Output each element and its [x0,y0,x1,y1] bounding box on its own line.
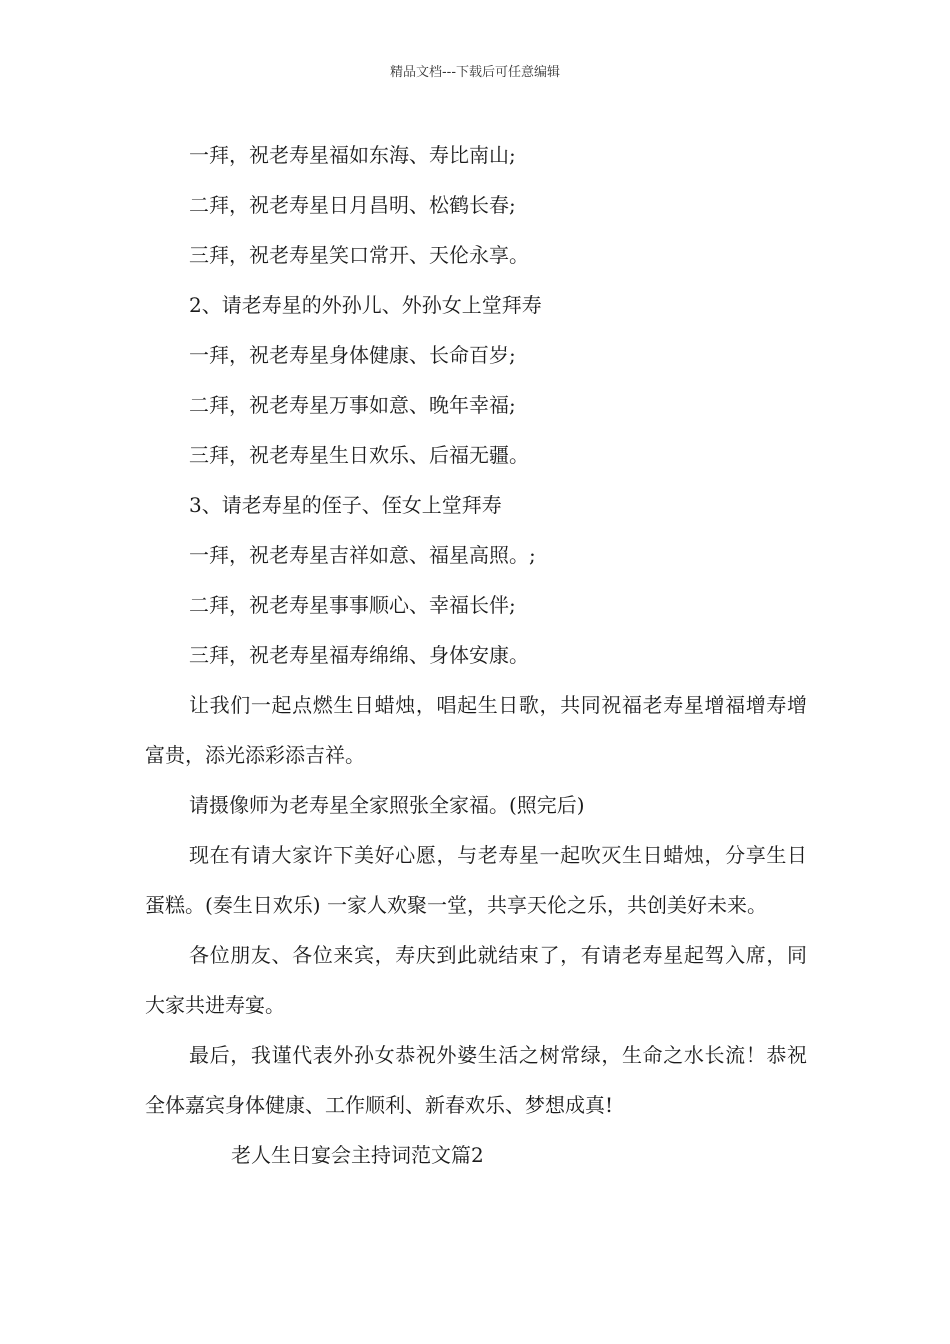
paragraph: 各位朋友、各位来宾，寿庆到此就结束了，有请老寿星起驾入席，同大家共进寿宴。 [145,943,807,1017]
blessing-line: 一拜，祝老寿星吉祥如意、福星高照。; [189,543,536,567]
blessing-line: 二拜，祝老寿星日月昌明、松鹤长春; [189,193,516,217]
blessing-line: 三拜，祝老寿星生日欢乐、后福无疆。 [189,443,529,467]
blessing-line: 二拜，祝老寿星事事顺心、幸福长伴; [189,593,516,617]
blessing-line: 三拜，祝老寿星福寿绵绵、身体安康。 [189,643,529,667]
document-body [145,130,807,1180]
paragraph: 现在有请大家许下美好心愿，与老寿星一起吹灭生日蜡烛，分享生日蛋糕。(奏生日欢乐) 一家人欢聚一堂，共享天伦之乐，共创美好未来。 [145,843,807,917]
paragraph: 请摄像师为老寿星全家照张全家福。(照完后) [189,793,585,817]
blessing-line: 一拜，祝老寿星身体健康、长命百岁; [189,343,516,367]
blessing-line: 一拜，祝老寿星福如东海、寿比南山; [189,143,516,167]
section-step: 2、请老寿星的外孙儿、外孙女上堂拜寿 [189,293,542,317]
page-header: 精品文档---下载后可任意编辑 [389,65,561,80]
section-title: 老人生日宴会主持词范文篇2 [231,1143,484,1167]
section-step: 3、请老寿星的侄子、侄女上堂拜寿 [189,493,502,517]
blessing-line: 二拜，祝老寿星万事如意、晚年幸福; [189,393,516,417]
paragraph: 最后，我谨代表外孙女恭祝外婆生活之树常绿，生命之水长流！恭祝全体嘉宾身体健康、工作顺利、新春欢乐、梦想成真! [145,1043,807,1117]
paragraph: 让我们一起点燃生日蜡烛，唱起生日歌，共同祝福老寿星增福增寿增富贵，添光添彩添吉祥。 [145,693,807,767]
blessing-line: 三拜，祝老寿星笑口常开、天伦永享。 [189,243,529,267]
